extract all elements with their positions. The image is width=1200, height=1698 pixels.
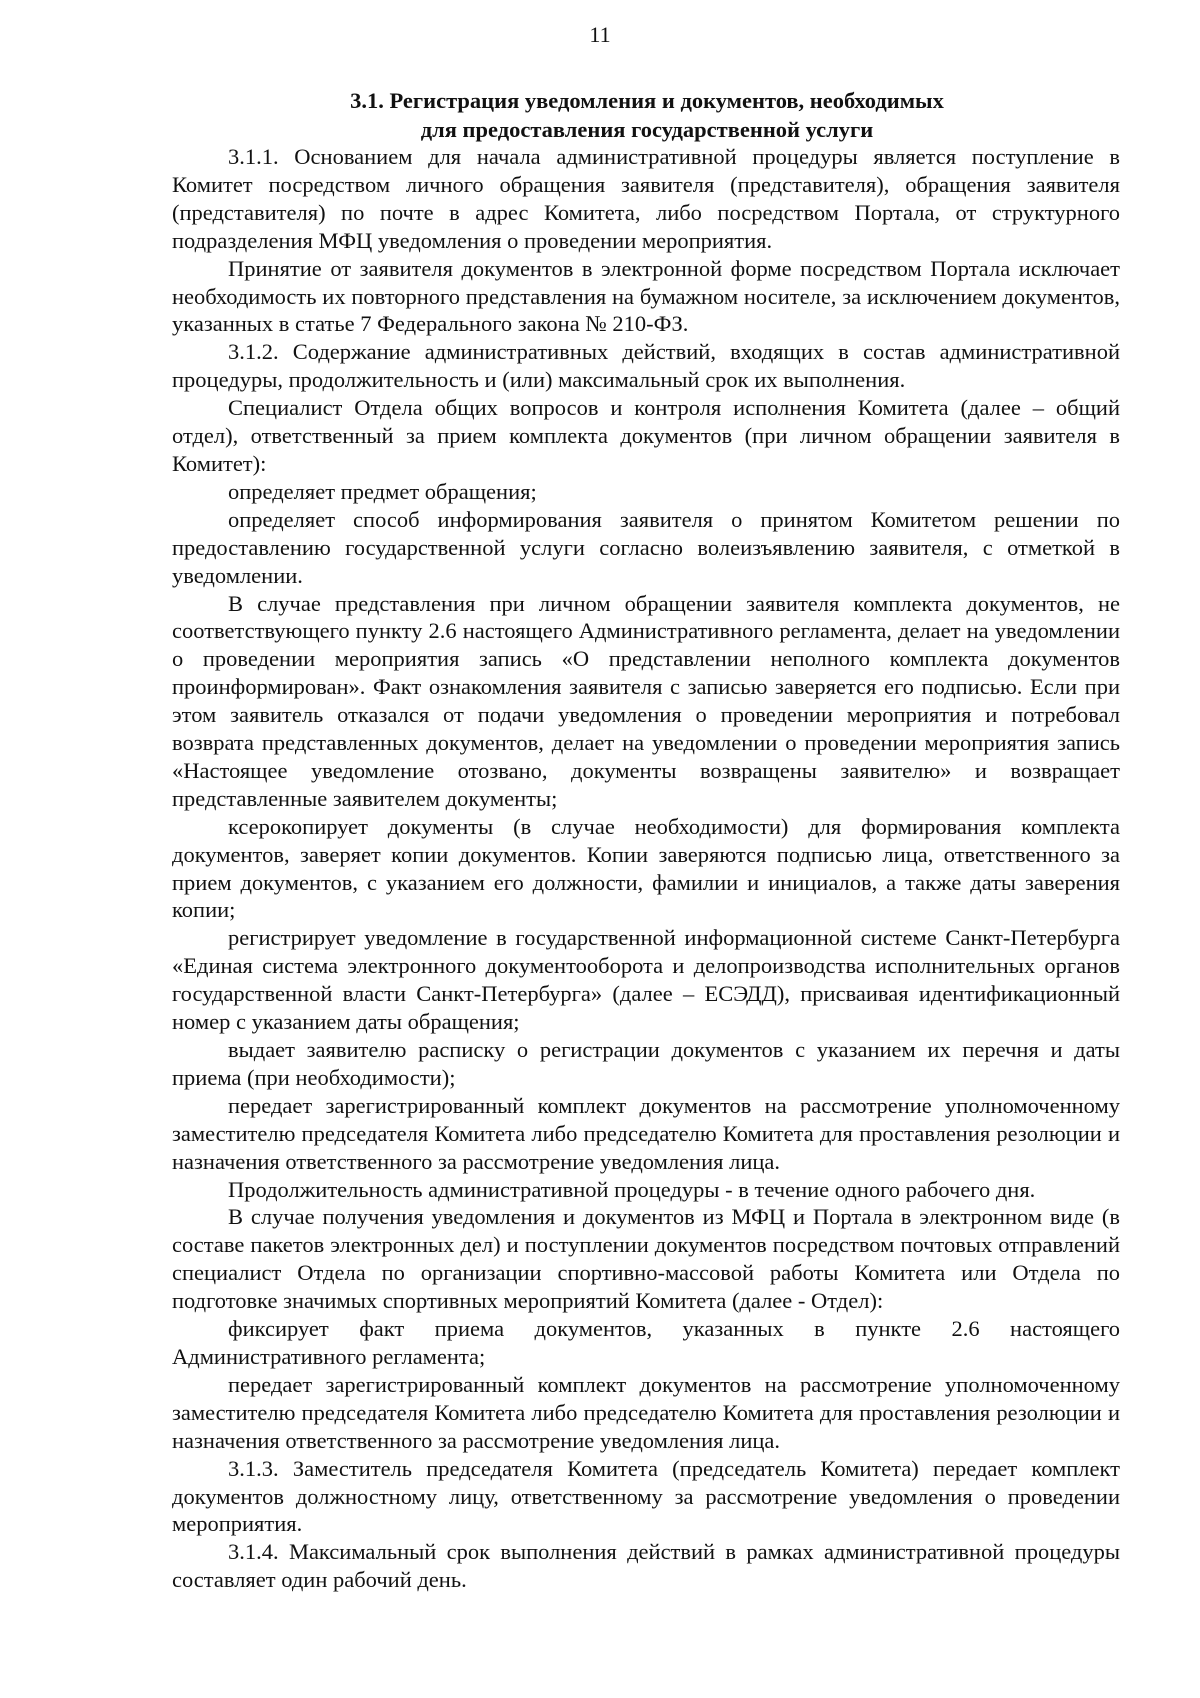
paragraph: 3.1.3. Заместитель председателя Комитета (председатель Комитета) передает комплект документов должностному лицу, ответственному за рассмотрение уведомления о проведении мероприятия.	[172, 1455, 1120, 1537]
page-number: 11	[589, 22, 611, 47]
paragraph: Принятие от заявителя документов в электронной форме посредством Портала исключает необходимость их повторного представления на бумажном носителе, за исключением документов, указанных в статье 7 Федерального закона № 210-ФЗ.	[172, 255, 1120, 337]
paragraph: ксерокопирует документы (в случае необходимости) для формирования комплекта документов, заверяет копии документов. Копии заверяются подписью лица, ответственного за прием документов, с указанием его должности, фамилии и инициалов, а также даты заверения копии;	[172, 813, 1120, 923]
paragraph: фиксирует факт приема документов, указанных в пункте 2.6 настоящего Административного регламента;	[172, 1316, 1120, 1369]
paragraph: регистрирует уведомление в государственной информационной системе Санкт-Петербурга «Единая система электронного документооборота и делопроизводства исполнительных органов государственной власти Санкт-Петербурга» (далее – ЕСЭДД), присваивая идентификационный номер с указанием даты обращения;	[172, 925, 1120, 1035]
document-body	[172, 143, 1120, 1594]
paragraph: В случае получения уведомления и документов из МФЦ и Портала в электронном виде (в составе пакетов электронных дел) и поступлении документов посредством почтовых отправлений специалист Отдела по организации спортивно-массовой работы Комитета или Отдела по подготовке значимых спортивных мероприятий Комитета (далее - Отдел):	[172, 1204, 1120, 1314]
paragraph: Специалист Отдела общих вопросов и контроля исполнения Комитета (далее – общий отдел), ответственный за прием комплекта документов (при личном обращении заявителя в Комитет):	[172, 395, 1120, 476]
paragraph: В случае представления при личном обращении заявителя комплекта документов, не соответствующего пункту 2.6 настоящего Административного регламента, делает на уведомлении о проведении мероприятия запись «О представлении неполного комплекта документов проинформирован». Факт ознакомления заявителя с записью заверяется его подписью. Если при этом заявитель отказался от подачи уведомления о проведении мероприятия и потребовал возврата представленных документов, делает на уведомлении о проведении мероприятия запись «Настоящее уведомление отозвано, документы возвращены заявителю» и возвращает представленные заявителем документы;	[172, 590, 1120, 811]
section-heading-line-2: для предоставления государственной услуги	[420, 117, 874, 142]
section-heading	[172, 86, 1122, 144]
paragraph: выдает заявителю расписку о регистрации документов с указанием их перечня и даты приема (при необходимости);	[172, 1037, 1120, 1090]
paragraph: передает зарегистрированный комплект документов на рассмотрение уполномоченному заместителю председателя Комитета либо председателю Комитета для проставления резолюции и назначения ответственного за рассмотрение уведомления лица.	[172, 1092, 1120, 1174]
paragraph: 3.1.1. Основанием для начала административной процедуры является поступление в Комитет посредством личного обращения заявителя (представителя), обращения заявителя (представителя) по почте в адрес Комитета, либо посредством Портала, от структурного подразделения МФЦ уведомления о проведении мероприятия.	[172, 144, 1120, 253]
paragraph: Продолжительность административной процедуры - в течение одного рабочего дня.	[228, 1176, 1036, 1202]
paragraph: определяет способ информирования заявителя о принятом Комитетом решении по предоставлению государственной услуги согласно волеизъявлению заявителя, с отметкой в уведомлении.	[172, 506, 1120, 588]
paragraph: определяет предмет обращения;	[228, 478, 537, 504]
paragraph: 3.1.4. Максимальный срок выполнения действий в рамках административной процедуры составляет один рабочий день.	[172, 1539, 1120, 1593]
section-heading-line-1: 3.1. Регистрация уведомления и документов, необходимых	[350, 88, 944, 113]
paragraph: 3.1.2. Содержание административных действий, входящих в состав административной процедуры, продолжительность и (или) максимальный срок их выполнения.	[172, 339, 1120, 393]
paragraph: передает зарегистрированный комплект документов на рассмотрение уполномоченному заместителю председателя Комитета либо председателю Комитета для проставления резолюции и назначения ответственного за рассмотрение уведомления лица.	[172, 1371, 1120, 1453]
